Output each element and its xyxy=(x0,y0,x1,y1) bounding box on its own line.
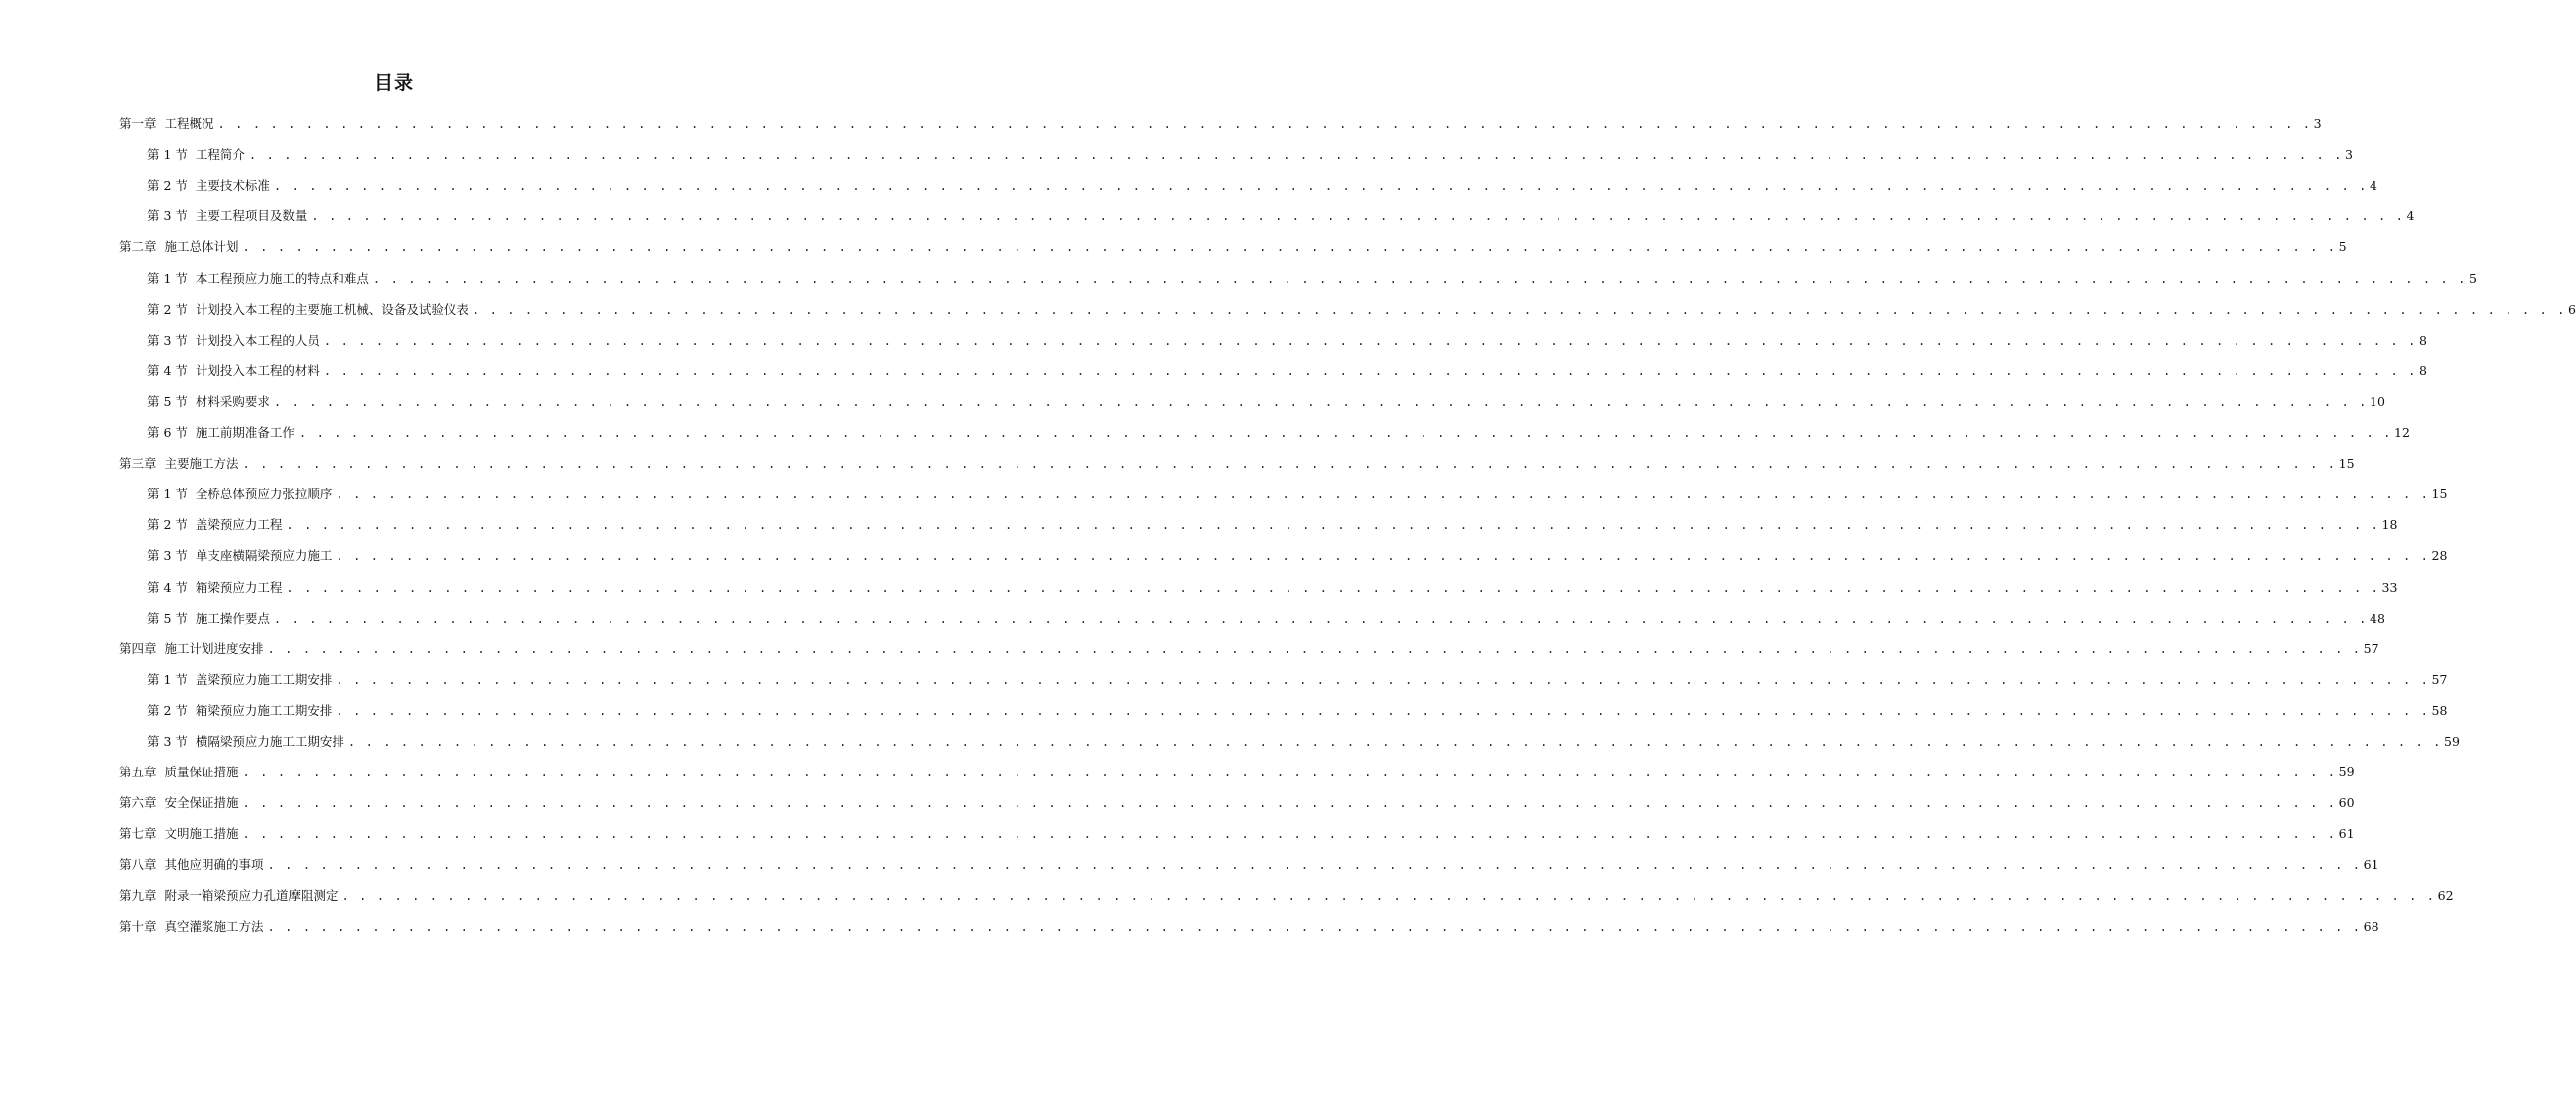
toc-chapter-entry[interactable] xyxy=(119,907,2379,938)
toc-entry-number: 第 5 节 xyxy=(147,610,188,626)
toc-entry-title: 箱梁预应力施工工期安排 xyxy=(195,702,333,718)
toc-section-entry[interactable] xyxy=(119,723,2460,754)
toc-entry-page-number: 3 xyxy=(2345,147,2353,163)
toc-section-entry[interactable] xyxy=(119,259,2477,290)
toc-entry-number: 第六章 xyxy=(119,795,157,811)
toc-entry-dot-leader: . . . . . . . . . . . . . . . . . . . . . . . . . . . . . . . . . . . . . . . . . . . . . . . . . . . . . . . . . . . . . . . . . . . . . . . . . . . . . . . . . . . . . . . . . . . . . . . . . . . . . . . . . . . . . . . . . . . . . . . . xyxy=(242,827,2337,842)
toc-entry-dot-leader: . . . . . . . . . . . . . . . . . . . . . . . . . . . . . . . . . . . . . . . . . . . . . . . . . . . . . . . . . . . . . . . . . . . . . . . . . . . . . . . . . . . . . . . . . . . . . . . . . . . . . . . . . . . . . . . . . . . . . . . . xyxy=(336,549,2430,564)
toc-entry-number: 第 3 节 xyxy=(147,209,188,224)
toc-section-entry[interactable] xyxy=(119,383,2385,414)
toc-entry-page-number: 5 xyxy=(2469,270,2477,286)
toc-entry-title: 计划投入本工程的人员 xyxy=(195,332,320,348)
toc-section-entry[interactable] xyxy=(119,414,2410,445)
toc-entry-page-number: 60 xyxy=(2338,795,2355,811)
toc-entry-number: 第 6 节 xyxy=(147,425,188,441)
toc-chapter-entry[interactable] xyxy=(119,815,2355,846)
toc-entry-title: 施工前期准备工作 xyxy=(195,425,295,441)
toc-entry-title: 材料采购要求 xyxy=(195,393,270,409)
toc-entry-dot-leader: . . . . . . . . . . . . . . . . . . . . . . . . . . . . . . . . . . . . . . . . . . . . . . . . . . . . . . . . . . . . . . . . . . . . . . . . . . . . . . . . . . . . . . . . . . . . . . . . . . . . . . . . . . . . . . . . . . . . . . . . xyxy=(298,426,2393,441)
toc-entry-title: 施工总体计划 xyxy=(164,239,239,255)
toc-entry-number: 第七章 xyxy=(119,826,157,842)
toc-entry-number: 第 2 节 xyxy=(147,517,188,533)
toc-entry-number: 第 3 节 xyxy=(147,332,188,348)
toc-entry-page-number: 15 xyxy=(2338,456,2355,472)
toc-entry-dot-leader: . . . . . . . . . . . . . . . . . . . . . . . . . . . . . . . . . . . . . . . . . . . . . . . . . . . . . . . . . . . . . . . . . . . . . . . . . . . . . . . . . . . . . . . . . . . . . . . . . . . . . . . . . . . . . . . . . . . . . . . . xyxy=(472,302,2567,317)
toc-entry-number: 第 3 节 xyxy=(147,733,188,749)
toc-entry-number: 第 2 节 xyxy=(147,702,188,718)
toc-entry-page-number: 4 xyxy=(2406,209,2415,224)
toc-section-entry[interactable] xyxy=(119,136,2353,167)
toc-entry-number: 第 3 节 xyxy=(147,548,188,564)
toc-entry-title: 单支座横隔梁预应力施工 xyxy=(195,548,333,564)
toc-entry-dot-leader: . . . . . . . . . . . . . . . . . . . . . . . . . . . . . . . . . . . . . . . . . . . . . . . . . . . . . . . . . . . . . . . . . . . . . . . . . . . . . . . . . . . . . . . . . . . . . . . . . . . . . . . . . . . . . . . . . . . . . . . . xyxy=(341,889,2436,904)
toc-entry-number: 第九章 xyxy=(119,888,157,904)
toc-entry-page-number: 61 xyxy=(2338,826,2355,842)
toc-entry-title: 附录一箱梁预应力孔道摩阻测定 xyxy=(164,888,339,904)
toc-entry-title: 质量保证措施 xyxy=(164,765,239,780)
toc-entry-title: 其他应明确的事项 xyxy=(164,857,264,873)
toc-entry-dot-leader: . . . . . . . . . . . . . . . . . . . . . . . . . . . . . . . . . . . . . . . . . . . . . . . . . . . . . . . . . . . . . . . . . . . . . . . . . . . . . . . . . . . . . . . . . . . . . . . . . . . . . . . . . . . . . . . . . . . . . . . . xyxy=(372,271,2468,286)
toc-entry-number: 第三章 xyxy=(119,456,157,472)
toc-entry-dot-leader: . . . . . . . . . . . . . . . . . . . . . . . . . . . . . . . . . . . . . . . . . . . . . . . . . . . . . . . . . . . . . . . . . . . . . . . . . . . . . . . . . . . . . . . . . . . . . . . . . . . . . . . . . . . . . . . . . . . . . . . . xyxy=(311,209,2405,224)
toc-entry-page-number: 28 xyxy=(2431,548,2448,564)
toc-section-entry[interactable] xyxy=(119,661,2448,692)
toc-entry-number: 第 4 节 xyxy=(147,362,188,378)
toc-entry-number: 第 1 节 xyxy=(147,671,188,687)
toc-entry-page-number: 8 xyxy=(2419,332,2427,348)
toc-section-entry[interactable] xyxy=(119,322,2427,352)
toc-section-entry[interactable] xyxy=(119,476,2448,506)
toc-entry-dot-leader: . . . . . . . . . . . . . . . . . . . . . . . . . . . . . . . . . . . . . . . . . . . . . . . . . . . . . . . . . . . . . . . . . . . . . . . . . . . . . . . . . . . . . . . . . . . . . . . . . . . . . . . . . . . . . . . . . . . . . . . . xyxy=(323,333,2418,348)
toc-entry-dot-leader: . . . . . . . . . . . . . . . . . . . . . . . . . . . . . . . . . . . . . . . . . . . . . . . . . . . . . . . . . . . . . . . . . . . . . . . . . . . . . . . . . . . . . . . . . . . . . . . . . . . . . . . . . . . . . . . . . . . . . . . . xyxy=(336,703,2430,718)
toc-entry-title: 安全保证措施 xyxy=(164,795,239,811)
toc-entry-dot-leader: . . . . . . . . . . . . . . . . . . . . . . . . . . . . . . . . . . . . . . . . . . . . . . . . . . . . . . . . . . . . . . . . . . . . . . . . . . . . . . . . . . . . . . . . . . . . . . . . . . . . . . . . . . . . . . . . . . . . . . . . xyxy=(336,672,2430,687)
toc-entry-page-number: 18 xyxy=(2381,517,2398,533)
toc-entry-title: 盖梁预应力工程 xyxy=(195,517,283,533)
toc-entry-page-number: 59 xyxy=(2444,733,2460,749)
toc-chapter-entry[interactable] xyxy=(119,877,2454,907)
toc-entry-dot-leader: . . . . . . . . . . . . . . . . . . . . . . . . . . . . . . . . . . . . . . . . . . . . . . . . . . . . . . . . . . . . . . . . . . . . . . . . . . . . . . . . . . . . . . . . . . . . . . . . . . . . . . . . . . . . . . . . . . . . . . . . xyxy=(273,394,2369,409)
toc-entry-dot-leader: . . . . . . . . . . . . . . . . . . . . . . . . . . . . . . . . . . . . . . . . . . . . . . . . . . . . . . . . . . . . . . . . . . . . . . . . . . . . . . . . . . . . . . . . . . . . . . . . . . . . . . . . . . . . . . . . . . . . . . . . xyxy=(242,457,2337,472)
toc-entry-dot-leader: . . . . . . . . . . . . . . . . . . . . . . . . . . . . . . . . . . . . . . . . . . . . . . . . . . . . . . . . . . . . . . . . . . . . . . . . . . . . . . . . . . . . . . . . . . . . . . . . . . . . . . . . . . . . . . . . . . . . . . . . xyxy=(273,611,2369,626)
toc-entry-number: 第二章 xyxy=(119,239,157,255)
toc-section-entry[interactable] xyxy=(119,537,2448,568)
toc-entry-title: 箱梁预应力工程 xyxy=(195,579,283,595)
toc-entry-page-number: 6 xyxy=(2568,301,2576,317)
toc-entry-number: 第 2 节 xyxy=(147,301,188,317)
toc-entry-dot-leader: . . . . . . . . . . . . . . . . . . . . . . . . . . . . . . . . . . . . . . . . . . . . . . . . . . . . . . . . . . . . . . . . . . . . . . . . . . . . . . . . . . . . . . . . . . . . . . . . . . . . . . . . . . . . . . . . . . . . . . . . xyxy=(286,580,2380,595)
toc-section-entry[interactable] xyxy=(119,692,2448,723)
toc-section-entry[interactable] xyxy=(119,167,2377,198)
toc-entry-title: 主要工程项目及数量 xyxy=(195,209,308,224)
toc-chapter-entry[interactable] xyxy=(119,445,2355,476)
toc-entry-title: 横隔梁预应力施工工期安排 xyxy=(195,733,344,749)
toc-entry-number: 第一章 xyxy=(119,116,157,132)
toc-entry-page-number: 59 xyxy=(2338,765,2355,780)
toc-entry-dot-leader: . . . . . . . . . . . . . . . . . . . . . . . . . . . . . . . . . . . . . . . . . . . . . . . . . . . . . . . . . . . . . . . . . . . . . . . . . . . . . . . . . . . . . . . . . . . . . . . . . . . . . . . . . . . . . . . . . . . . . . . . xyxy=(242,766,2337,780)
toc-entry-page-number: 68 xyxy=(2363,918,2379,934)
toc-chapter-entry[interactable] xyxy=(119,105,2322,136)
toc-entry-number: 第 1 节 xyxy=(147,147,188,163)
toc-entry-title: 工程简介 xyxy=(195,147,245,163)
toc-entry-dot-leader: . . . . . . . . . . . . . . . . . . . . . . . . . . . . . . . . . . . . . . . . . . . . . . . . . . . . . . . . . . . . . . . . . . . . . . . . . . . . . . . . . . . . . . . . . . . . . . . . . . . . . . . . . . . . . . . . . . . . . . . . xyxy=(242,240,2337,255)
toc-section-entry[interactable] xyxy=(119,352,2427,383)
toc-entry-dot-leader: . . . . . . . . . . . . . . . . . . . . . . . . . . . . . . . . . . . . . . . . . . . . . . . . . . . . . . . . . . . . . . . . . . . . . . . . . . . . . . . . . . . . . . . . . . . . . . . . . . . . . . . . . . . . . . . . . . . . . . . . xyxy=(336,488,2430,502)
toc-entry-dot-leader: . . . . . . . . . . . . . . . . . . . . . . . . . . . . . . . . . . . . . . . . . . . . . . . . . . . . . . . . . . . . . . . . . . . . . . . . . . . . . . . . . . . . . . . . . . . . . . . . . . . . . . . . . . . . . . . . . . . . . . . . xyxy=(267,858,2362,873)
toc-entry-number: 第十章 xyxy=(119,918,157,934)
toc-chapter-entry[interactable] xyxy=(119,846,2379,877)
toc-entry-dot-leader: . . . . . . . . . . . . . . . . . . . . . . . . . . . . . . . . . . . . . . . . . . . . . . . . . . . . . . . . . . . . . . . . . . . . . . . . . . . . . . . . . . . . . . . . . . . . . . . . . . . . . . . . . . . . . . . . . . . . . . . . xyxy=(347,734,2443,749)
toc-entry-page-number: 4 xyxy=(2370,178,2377,194)
table-of-contents xyxy=(119,105,2576,939)
toc-entry-title: 全桥总体预应力张拉顺序 xyxy=(195,487,333,502)
toc-chapter-entry[interactable] xyxy=(119,228,2347,259)
toc-entry-number: 第 5 节 xyxy=(147,393,188,409)
toc-entry-page-number: 57 xyxy=(2363,640,2379,656)
toc-entry-page-number: 8 xyxy=(2419,362,2427,378)
toc-entry-dot-leader: . . . . . . . . . . . . . . . . . . . . . . . . . . . . . . . . . . . . . . . . . . . . . . . . . . . . . . . . . . . . . . . . . . . . . . . . . . . . . . . . . . . . . . . . . . . . . . . . . . . . . . . . . . . . . . . . . . . . . . . . xyxy=(267,641,2362,656)
toc-entry-dot-leader: . . . . . . . . . . . . . . . . . . . . . . . . . . . . . . . . . . . . . . . . . . . . . . . . . . . . . . . . . . . . . . . . . . . . . . . . . . . . . . . . . . . . . . . . . . . . . . . . . . . . . . . . . . . . . . . . . . . . . . . . xyxy=(217,117,2312,132)
toc-section-entry[interactable] xyxy=(119,291,2576,322)
toc-entry-page-number: 33 xyxy=(2381,579,2398,595)
toc-entry-page-number: 12 xyxy=(2394,425,2410,441)
toc-entry-number: 第 2 节 xyxy=(147,178,188,194)
toc-entry-title: 主要施工方法 xyxy=(164,456,239,472)
toc-entry-page-number: 3 xyxy=(2313,116,2322,132)
toc-entry-title: 真空灌浆施工方法 xyxy=(164,918,264,934)
toc-section-entry[interactable] xyxy=(119,600,2385,630)
toc-entry-page-number: 10 xyxy=(2370,393,2385,409)
toc-chapter-entry[interactable] xyxy=(119,784,2355,815)
toc-chapter-entry[interactable] xyxy=(119,630,2379,661)
toc-entry-dot-leader: . . . . . . . . . . . . . . . . . . . . . . . . . . . . . . . . . . . . . . . . . . . . . . . . . . . . . . . . . . . . . . . . . . . . . . . . . . . . . . . . . . . . . . . . . . . . . . . . . . . . . . . . . . . . . . . . . . . . . . . . xyxy=(323,363,2418,378)
toc-entry-page-number: 58 xyxy=(2431,702,2448,718)
toc-entry-page-number: 48 xyxy=(2370,610,2385,626)
toc-entry-title: 计划投入本工程的主要施工机械、设备及试验仪表 xyxy=(195,301,469,317)
toc-entry-page-number: 5 xyxy=(2338,239,2347,255)
toc-entry-page-number: 15 xyxy=(2431,487,2448,502)
toc-entry-title: 盖梁预应力施工工期安排 xyxy=(195,671,333,687)
toc-entry-number: 第 1 节 xyxy=(147,270,188,286)
toc-entry-page-number: 62 xyxy=(2437,888,2454,904)
toc-entry-number: 第八章 xyxy=(119,857,157,873)
toc-entry-title: 本工程预应力施工的特点和难点 xyxy=(195,270,369,286)
toc-entry-title: 计划投入本工程的材料 xyxy=(195,362,320,378)
toc-section-entry[interactable] xyxy=(119,198,2415,228)
toc-entry-page-number: 61 xyxy=(2363,857,2379,873)
toc-section-entry[interactable] xyxy=(119,506,2398,537)
toc-entry-number: 第五章 xyxy=(119,765,157,780)
toc-entry-number: 第 1 节 xyxy=(147,487,188,502)
toc-entry-page-number: 57 xyxy=(2431,671,2448,687)
toc-entry-title: 工程概况 xyxy=(164,116,214,132)
toc-section-entry[interactable] xyxy=(119,568,2398,599)
toc-entry-dot-leader: . . . . . . . . . . . . . . . . . . . . . . . . . . . . . . . . . . . . . . . . . . . . . . . . . . . . . . . . . . . . . . . . . . . . . . . . . . . . . . . . . . . . . . . . . . . . . . . . . . . . . . . . . . . . . . . . . . . . . . . . xyxy=(273,179,2369,194)
toc-entry-title: 文明施工措施 xyxy=(164,826,239,842)
toc-entry-title: 施工操作要点 xyxy=(195,610,270,626)
toc-entry-title: 施工计划进度安排 xyxy=(164,640,264,656)
toc-entry-dot-leader: . . . . . . . . . . . . . . . . . . . . . . . . . . . . . . . . . . . . . . . . . . . . . . . . . . . . . . . . . . . . . . . . . . . . . . . . . . . . . . . . . . . . . . . . . . . . . . . . . . . . . . . . . . . . . . . . . . . . . . . . xyxy=(242,796,2337,811)
toc-entry-dot-leader: . . . . . . . . . . . . . . . . . . . . . . . . . . . . . . . . . . . . . . . . . . . . . . . . . . . . . . . . . . . . . . . . . . . . . . . . . . . . . . . . . . . . . . . . . . . . . . . . . . . . . . . . . . . . . . . . . . . . . . . . xyxy=(286,518,2380,533)
toc-entry-title: 主要技术标准 xyxy=(195,178,270,194)
toc-title: 目录 xyxy=(373,72,414,94)
toc-entry-dot-leader: . . . . . . . . . . . . . . . . . . . . . . . . . . . . . . . . . . . . . . . . . . . . . . . . . . . . . . . . . . . . . . . . . . . . . . . . . . . . . . . . . . . . . . . . . . . . . . . . . . . . . . . . . . . . . . . . . . . . . . . . xyxy=(267,919,2362,934)
toc-entry-dot-leader: . . . . . . . . . . . . . . . . . . . . . . . . . . . . . . . . . . . . . . . . . . . . . . . . . . . . . . . . . . . . . . . . . . . . . . . . . . . . . . . . . . . . . . . . . . . . . . . . . . . . . . . . . . . . . . . . . . . . . . . . xyxy=(248,148,2344,163)
toc-entry-number: 第 4 节 xyxy=(147,579,188,595)
toc-chapter-entry[interactable] xyxy=(119,754,2355,784)
toc-entry-number: 第四章 xyxy=(119,640,157,656)
